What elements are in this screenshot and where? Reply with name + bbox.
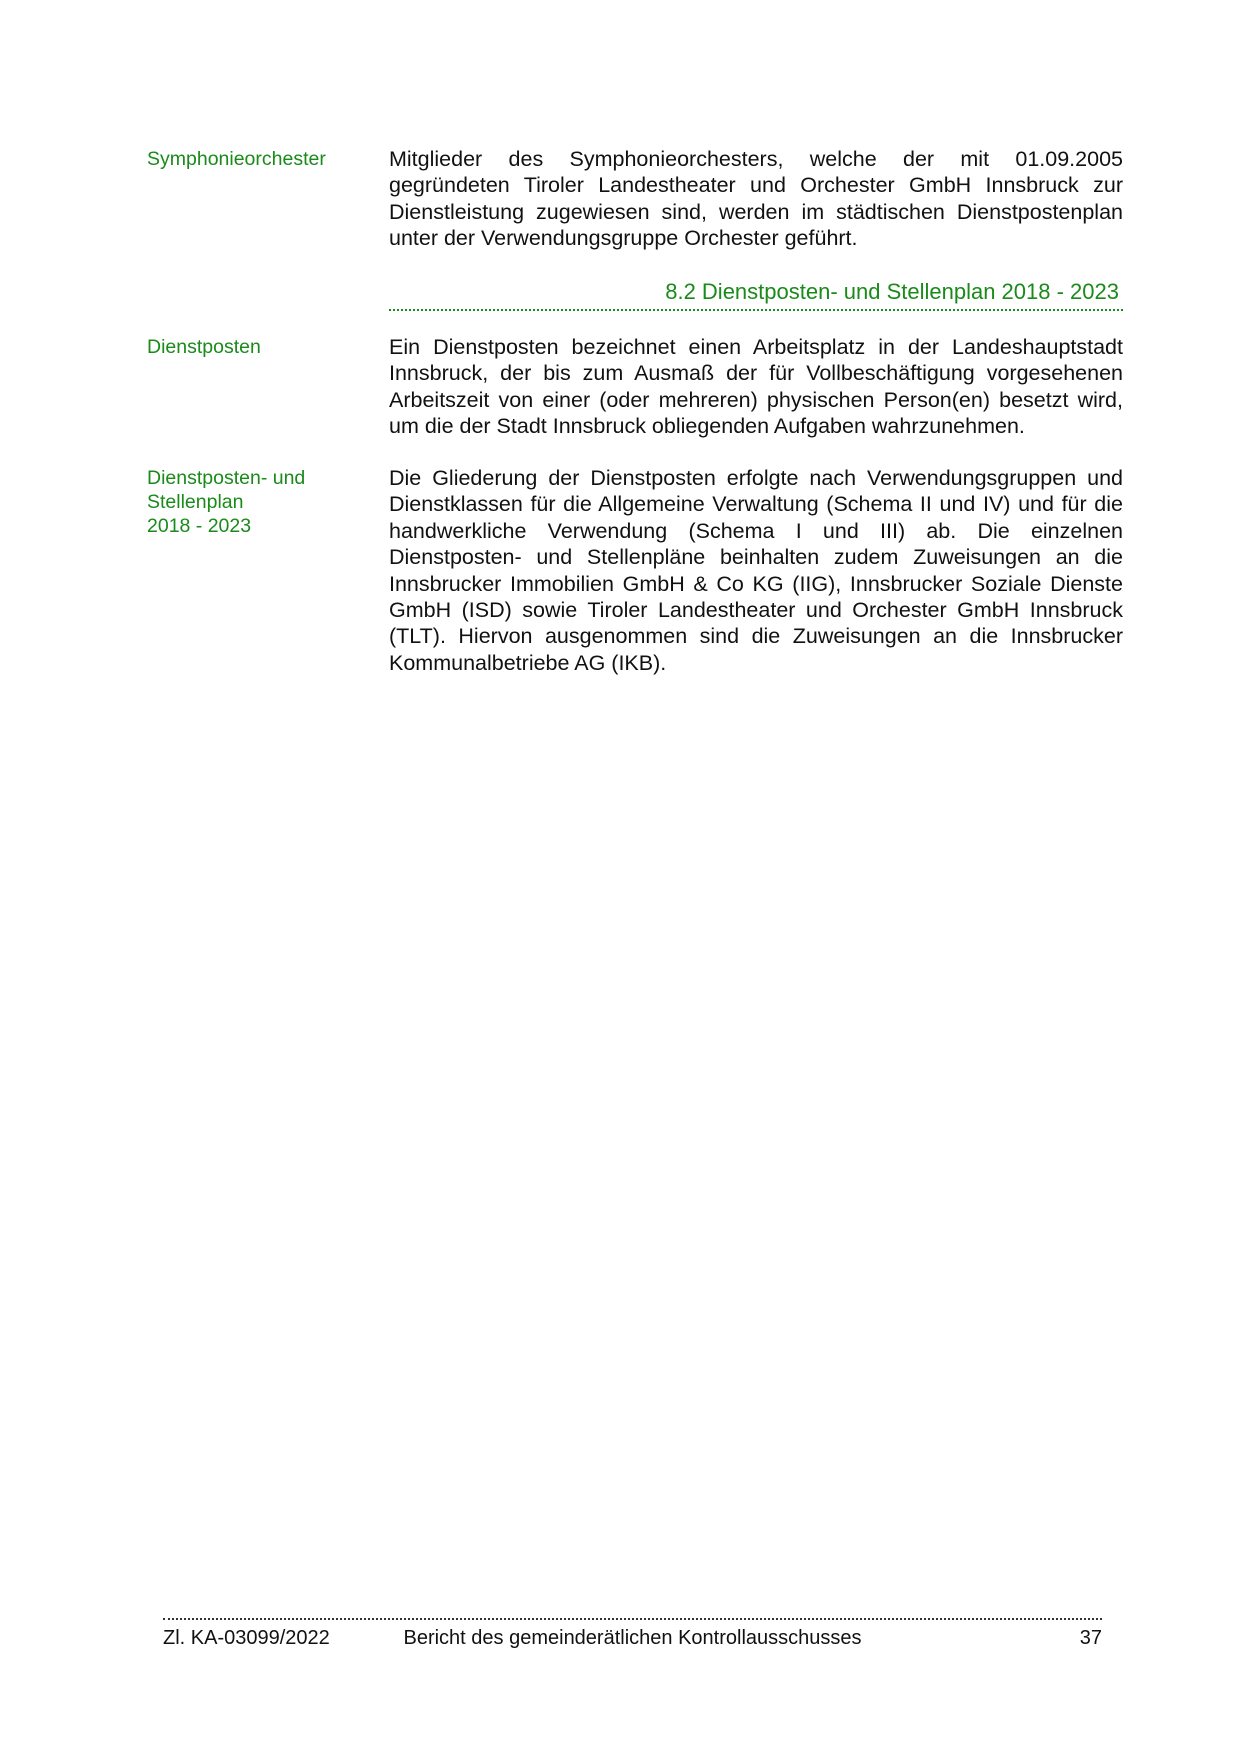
page-number: 37 — [1079, 1627, 1102, 1649]
section-heading: 8.2 Dienstposten- und Stellenplan 2018 - 2023 — [665, 279, 1119, 304]
margin-label-line: Dienstposten — [147, 336, 261, 358]
margin-label-symphonieorchester — [147, 147, 377, 171]
paragraph-symphonieorchester: Mitglieder des Symphonieorchesters, welche der mit 01.09.2005 gegründeten Tiroler Landestheater und Orchester GmbH Innsbruck zur Dienstleistung zugewiesen sind, werden im städtischen Dienstpostenplan unter der Verwendungsgruppe Orchester geführt. — [389, 147, 1123, 251]
heading-dotted-rule — [389, 309, 1123, 311]
footer-dotted-rule — [163, 1618, 1102, 1620]
page-footer — [163, 1624, 1102, 1654]
margin-label-line: 2018 - 2023 — [147, 515, 252, 537]
margin-label-stellenplan — [147, 466, 377, 538]
margin-label-line: Symphonieorchester — [147, 148, 326, 170]
paragraph-stellenplan: Die Gliederung der Dienstposten erfolgte nach Verwendungsgruppen und Dienstklassen für die Allgemeine Verwaltung (Schema II und IV) und für die handwerkliche Verwendung (Schema I und III) ab. Die einzelnen Dienstposten- und Stellenpläne beinhalten zudem Zuweisungen an die Innsbrucker Immobilien GmbH & Co KG (IIG), Innsbrucker Soziale Dienste GmbH (ISD) sowie Tiroler Landestheater und Orchester GmbH Innsbruck (TLT). Hiervon ausgenommen sind die Zuweisungen an die Innsbrucker Kommunalbetriebe AG (IKB). — [389, 466, 1123, 675]
footer-title: Bericht des gemeinderätlichen Kontrollausschusses — [403, 1627, 862, 1649]
paragraph-dienstposten: Ein Dienstposten bezeichnet einen Arbeitsplatz in der Landeshauptstadt Innsbruck, der bis zum Ausmaß der für Vollbeschäftigung vorgesehenen Arbeitszeit von einer (oder mehreren) physischen Person(en) besetzt wird, um die der Stadt Innsbruck obliegenden Aufgaben wahrzunehmen. — [389, 335, 1123, 439]
footer-reference: Zl. KA-03099/2022 — [163, 1627, 330, 1649]
margin-label-line: Dienstposten- und — [147, 467, 306, 489]
margin-label-line: Stellenplan — [147, 491, 244, 513]
margin-label-dienstposten — [147, 335, 377, 359]
